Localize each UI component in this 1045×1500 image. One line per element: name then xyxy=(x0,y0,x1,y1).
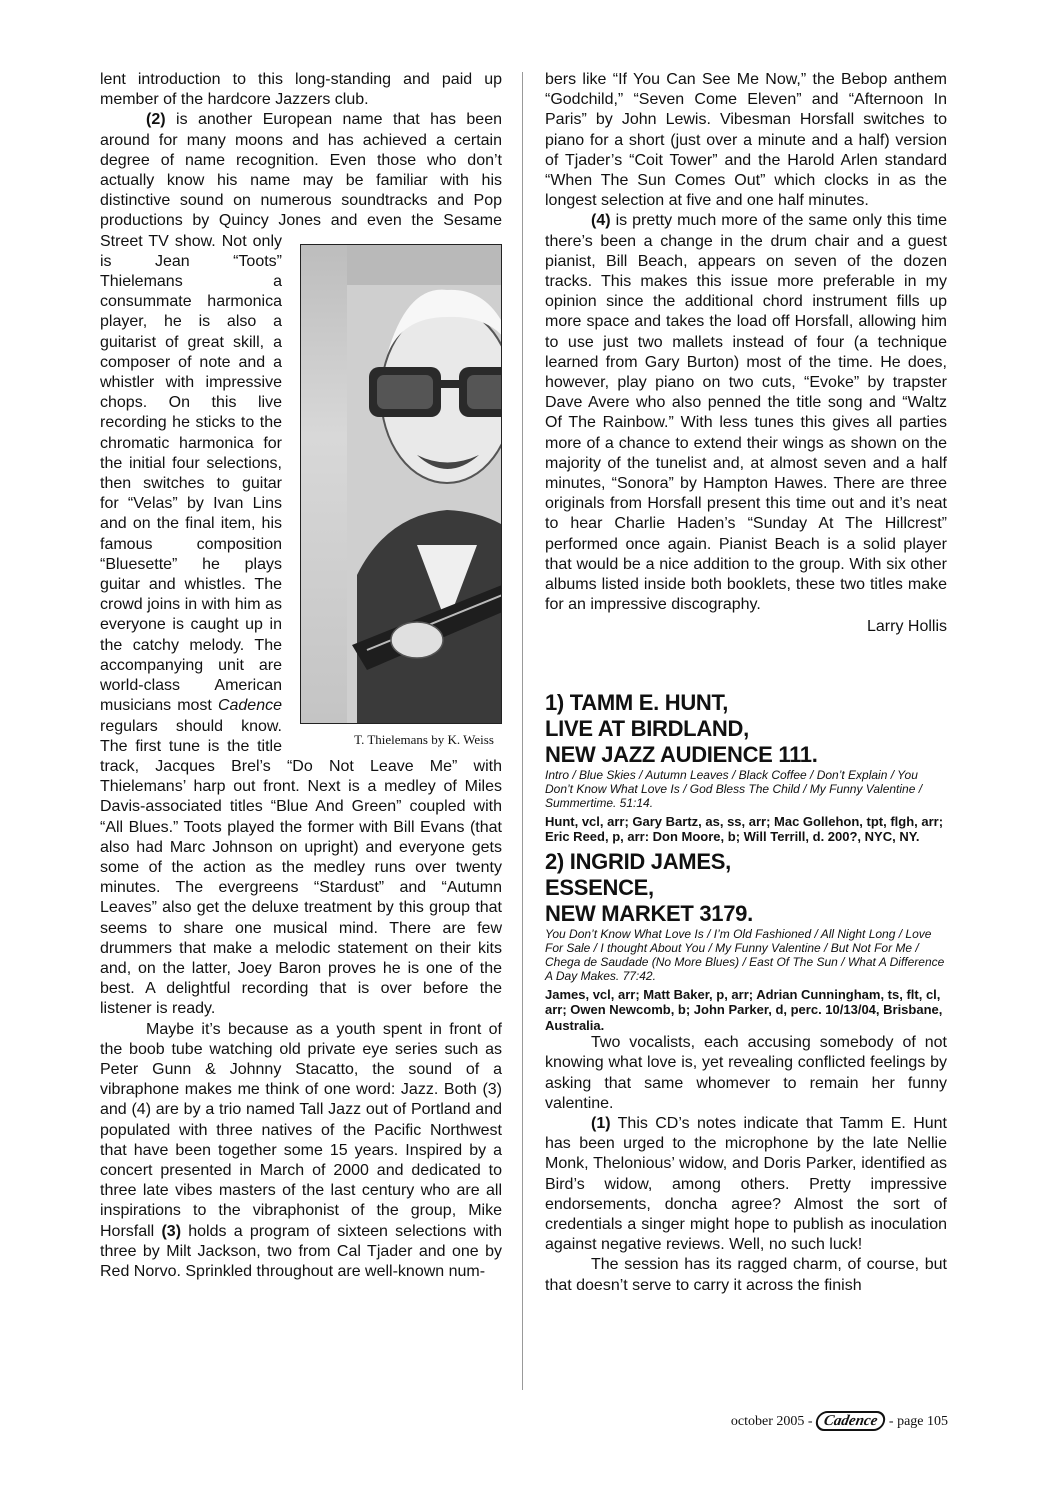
paragraph xyxy=(100,110,502,1019)
review-label: NEW JAZZ AUDIENCE 111. xyxy=(545,741,818,767)
paragraph xyxy=(545,211,947,615)
paragraph: Two vocalists, each accusing somebody of not knowing what love is, yet revealing conflicted feelings by asking that same whomever to remain her funny valentine. xyxy=(545,1034,947,1112)
paragraph: The session has its ragged charm, of course, but that doesn’t serve to carry it across the finish xyxy=(545,1256,947,1294)
magazine-name: Cadence xyxy=(217,697,282,715)
review-title: LIVE AT BIRDLAND, xyxy=(545,715,749,741)
page-footer xyxy=(630,1411,948,1431)
left-column xyxy=(100,70,502,1282)
paragraph: bers like “If You Can See Me Now,” the Bebop anthem “Godchild,” “Seven Come Eleven” and “Afternoon In Paris” by John Lewis. Vibesman Horsfall switches to piano for a short (just over a minute and a half) version of Tjader’s “Coit Tower” and the Harold Arlen standard “When The Sun Comes Out” which clocks in as the longest selection at five and one half minutes. xyxy=(545,71,947,210)
review-label: NEW MARKET 3179. xyxy=(545,900,753,926)
paragraph-text: is pretty much more of the same only this time there’s been a change in the drum chair and a guest pianist, Bill Beach, appears on seven of the dozen tracks. This makes this issue more preferable in my opinion since the additional chord instrument fills up more space and takes the load off Horsfall, allowing him to use just two mallets instead of four (a technique learned from Gary Burton) most of the time. He does, however, play piano on two cuts, “Evoke” by trapster Dave Avere who also penned the title song and “Waltz Of The Rainbow.” With less tunes this gives all parties more of a chance to extend their wings as shown on the majority of the tunelist and, at almost seven and a half minutes, “Sonora” by Hampton Hawes. There are three originals from Horsfall present this time out and it’s neat to hear Charlie Haden’s “Sunday At The Hillcrest” performed once again. Pianist Beach is a solid player that would be a nice addition to the group. With six other albums listed inside both booklets, these two titles make for an impressive discography. xyxy=(545,212,947,614)
review-number: (1) xyxy=(591,1115,611,1132)
paragraph-text: This CD’s notes indicate that Tamm E. Hunt has been urged to the microphone by the late Nellie Monk, Thelonious’ widow, and Doris Parker, identified as Bird’s widow, among others. Pretty impressive endorsements, doncha agree? Almost the sort of credentials a singer might hope to publish as inoculation against negative reviews. Well, no such luck! xyxy=(545,1115,947,1254)
photo-caption: T. Thielemans by K. Weiss xyxy=(354,731,494,747)
paragraph xyxy=(100,1020,502,1283)
photo-figure xyxy=(300,244,502,747)
review-number: (4) xyxy=(591,212,611,230)
track-list: Intro / Blue Skies / Autumn Leaves / Black Coffee / Don’t Explain / You Don’t Know What Love Is / God Bless The Child / My Funny Valentine / Summertime. 51:14. xyxy=(545,767,923,810)
issue-date: october 2005 - xyxy=(730,1414,813,1429)
paragraph xyxy=(545,1114,947,1255)
page-number: - page 105 xyxy=(888,1414,948,1429)
cadence-logo: Cadence xyxy=(814,1411,887,1431)
review-heading xyxy=(545,849,947,927)
column-divider xyxy=(522,72,523,1390)
portrait-illustration xyxy=(347,245,502,723)
track-list: You Don’t Know What Love Is / I’m Old Fashioned / All Night Long / Love For Sale / I thought About You / My Funny Valentine / But Not For Me / Chega de Saudade (No More Blues) / East Of The Sun / What A Difference A Day Makes. 77:42. xyxy=(545,926,945,983)
review-heading xyxy=(545,690,947,768)
paragraph-text: Maybe it’s because as a youth spent in front of the boob tube watching old private eye series such as Peter Gunn & Johnny Stacatto, the sound of a vibraphone makes me think of one word: Jazz. Both (3) and (4) are by a trio named Tall Jazz out of Portland and populated with three natives of the Pacific Northwest that have been together some 15 years. Inspired by a concert presented in March of 2000 and dedicated to three late vibes masters of the last century who are all inspirations to the vibraphonist of the group, Mike Horsfall xyxy=(100,1020,502,1240)
author-signature: Larry Hollis xyxy=(866,618,947,636)
paragraph-text: is another European name that has been around for many moons and has achieved a certain degree of name recognition. Even those who don’t actually know his name may be familiar with his distinctive sound on numerous soundtracks and Pop productions by Quincy Jones and even T. Thielemans by K. Weiss the Sesame Street TV show. Not only is Jean “Toots” Thielemans a consummate harmonica player, he is also a guitarist of great skill, a composer of note and a whistler with impressive chops. On this live recording he sticks to the chromatic harmonica for the initial four selections, then switches to guitar for “Velas” by Ivan Lins and on the final item, his famous composition “Bluesette” he plays guitar and whistles. The crowd joins in with him as everyone is caught up in the catchy melody. The accompanying unit are world-class American musicians most xyxy=(100,111,502,714)
personnel-list: James, vcl, arr; Matt Baker, p, arr; Adrian Cunningham, ts, flt, cl, arr; Owen Newcomb, b; John Parker, d, perc. 10/13/04, Brisbane, Australia. xyxy=(545,986,943,1033)
review-artist: 1) TAMM E. HUNT, xyxy=(545,689,729,715)
review-title: ESSENCE, xyxy=(545,874,654,900)
personnel-list: Hunt, vcl, arr; Gary Bartz, as, ss, arr; Mac Gollehon, tpt, flgh, arr; Eric Reed, p, arr: Don Moore, b; Will Terrill, d. 200?, NYC, NY. xyxy=(545,813,944,845)
review-number: (3) xyxy=(161,1222,182,1240)
portrait-photo xyxy=(300,244,502,724)
right-column xyxy=(545,70,947,1296)
paragraph-text: holds a program of sixteen selections with three by Milt Jackson, two from Cal Tjader and one by Red Norvo. Sprinkled throughout are well-known num- xyxy=(100,1222,502,1280)
review-number: (2) xyxy=(146,111,166,129)
paragraph: lent introduction to this long-standing and paid up member of the hardcore Jazzers club. xyxy=(100,71,502,109)
paragraph-text: regulars should know. The first tune is the title track, Jacques Brel’s “Do Not Leave Me” with Thielemans’ harp out front. Next is a medley of Miles Davis-associated titles “Blue And Green” coupled with “All Blues.” Toots played the former with Bill Evans (that also had Marc Johnson on upright) and everyone gets some of the action as the medley runs over twenty minutes. The evergreens “Stardust” and “Autumn Leaves” also get the deluxe treatment by this group that seems to share one musical mind. There are few drummers that make a melodic statement on their kits and, on the latter, Joey Baron proves he is one of the best. A delightful recording that is over before the listener is ready. xyxy=(100,717,502,1018)
review-artist: 2) INGRID JAMES, xyxy=(545,848,731,874)
